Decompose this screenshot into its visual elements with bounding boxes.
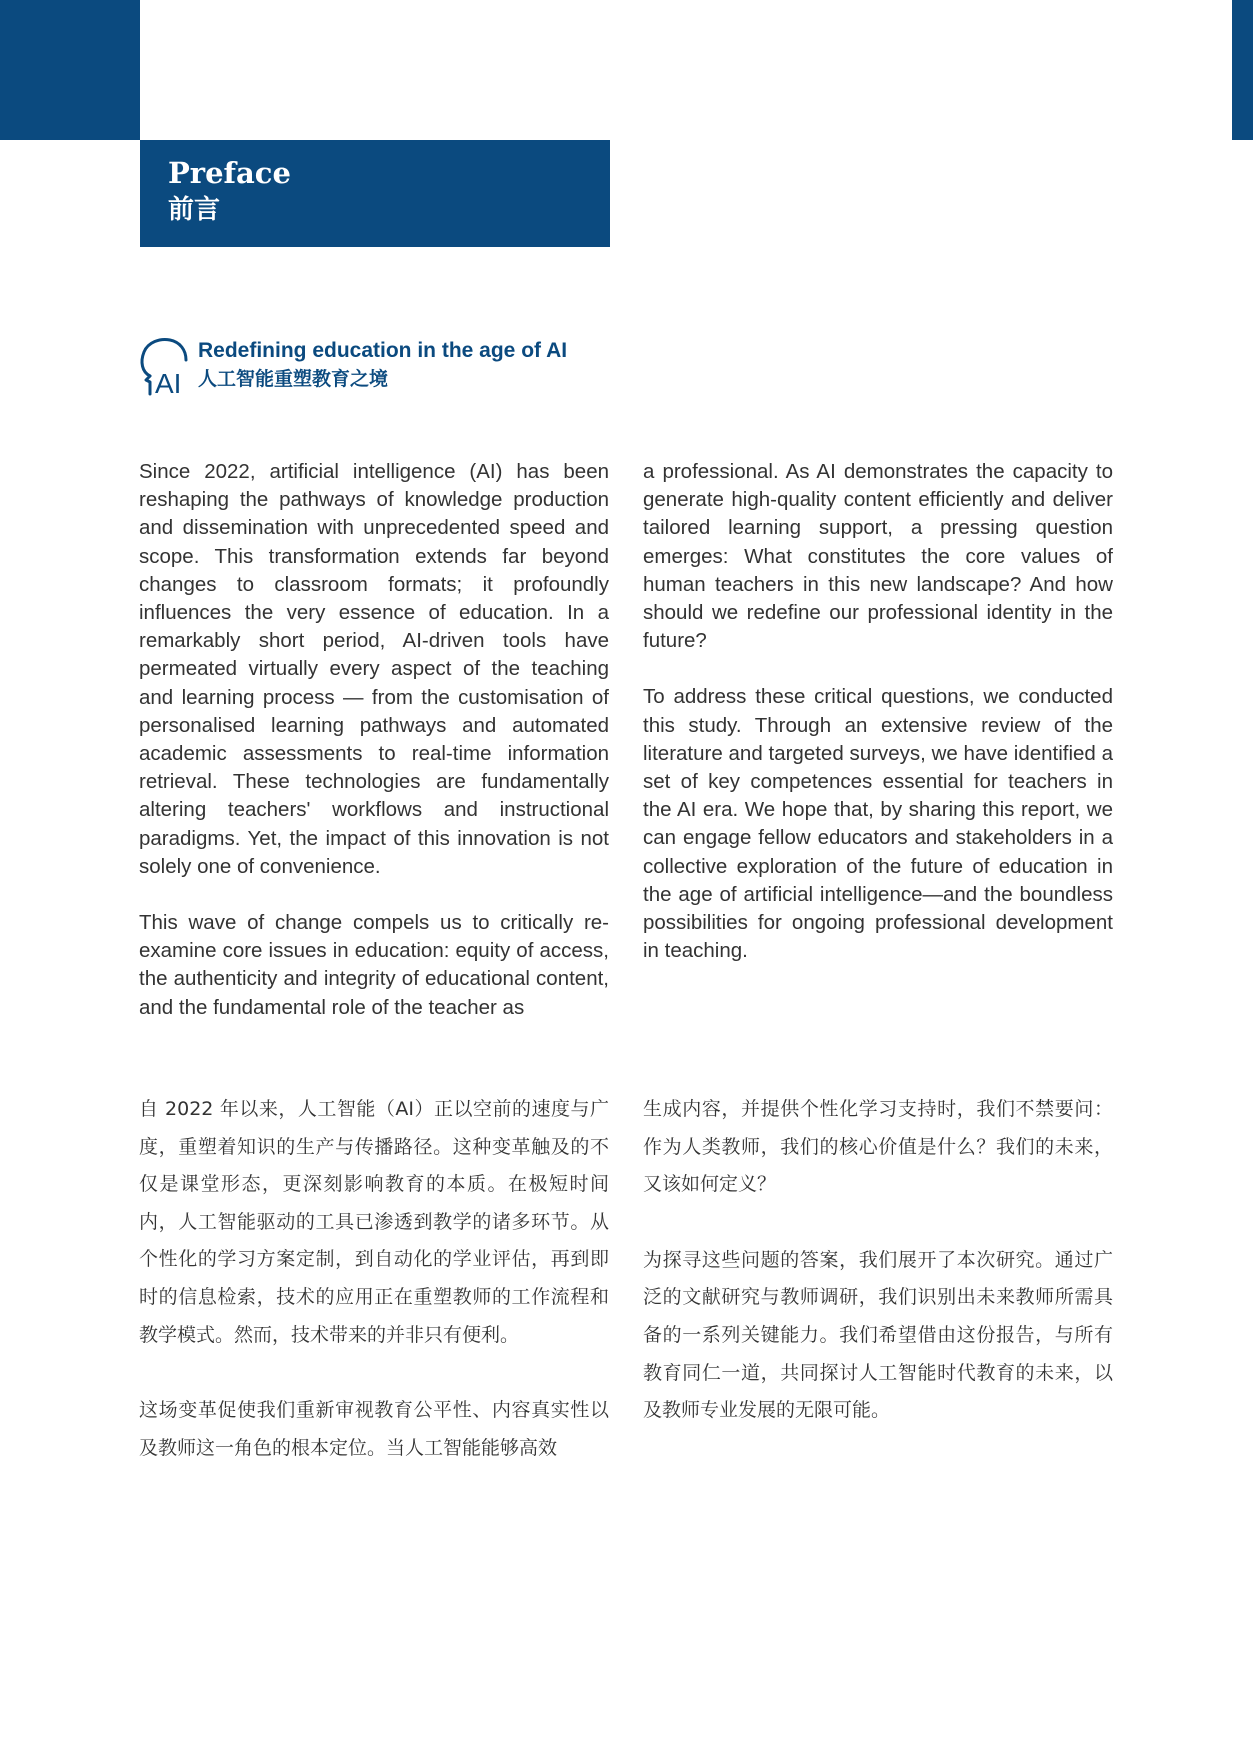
section-heading xyxy=(138,336,638,400)
chinese-column-left xyxy=(139,1091,609,1467)
chinese-paragraph: 自 2022 年以来，人工智能（AI）正以空前的速度与广度，重塑着知识的生产与传播路径。这种变革触及的不仅是课堂形态，更深刻影响教育的本质。在极短时间内，人工智能驱动的工具已渗透到教学的诸多环节。从个性化的学习方案定制，到自动化的学业评估，再到即时的信息检索，技术的应用正在重塑教师的工作流程和教学模式。然而，技术带来的并非只有便利。 xyxy=(139,1098,609,1346)
corner-color-block xyxy=(0,0,140,140)
english-column-left xyxy=(139,458,609,1022)
chinese-paragraph: 为探寻这些问题的答案，我们展开了本次研究。通过广泛的文献研究与教师调研，我们识别出未来教师所需具备的一系列关键能力。我们希望借由这份报告，与所有教育同仁一道，共同探讨人工智能时代教育的未来，以及教师专业发展的无限可能。 xyxy=(643,1248,1113,1422)
edge-tab xyxy=(1232,0,1253,140)
page-title-zh: 前言 xyxy=(168,195,221,225)
english-paragraph: Since 2022, artificial intelligence (AI) has been reshaping the pathways of knowledge production and dissemination with unprecedented speed and scope. This transformation extends far beyond changes to classroom formats; it profoundly influences the very essence of education. In a remarkably short period, AI-driven tools have permeated virtually every aspect of the teaching and learning process — from the customisation of personalised learning pathways and automated academic assessments to real-time information retrieval. These technologies are fundamentally altering teachers' workflows and instructional paradigms. Yet, the impact of this innovation is not solely one of convenience. xyxy=(139,460,609,878)
page-title-en: Preface xyxy=(168,156,291,190)
english-paragraph: a professional. As AI demonstrates the capacity to generate high-quality content efficiently and deliver tailored learning support, a pressing question emerges: What constitutes the core values of human teachers in this new landscape? And how should we redefine our professional identity in the future? xyxy=(643,460,1113,653)
english-paragraph: This wave of change compels us to critically re-examine core issues in education: equity of access, the authenticity and integrity of educational content, and the fundamental role of the teacher as xyxy=(139,911,609,1019)
ai-head-icon xyxy=(138,336,188,396)
english-paragraph: To address these critical questions, we conducted this study. Through an extensive review of the literature and targeted surveys, we have identified a set of key competences essential for teachers in the AI era. We hope that, by sharing this report, we can engage fellow educators and stakeholders in a collective exploration of the future of education in the age of artificial intelligence—and the boundless possibilities for ongoing professional development in teaching. xyxy=(643,685,1113,963)
section-title-zh: 人工智能重塑教育之境 xyxy=(198,368,389,390)
preface-title-box xyxy=(140,140,610,247)
chinese-column-right xyxy=(643,1091,1113,1430)
section-title-en: Redefining education in the age of AI xyxy=(198,339,568,362)
ai-icon-text: AI xyxy=(155,368,182,396)
chinese-paragraph: 生成内容，并提供个性化学习支持时，我们不禁要问：作为人类教师，我们的核心价值是什么？我们的未来，又该如何定义？ xyxy=(643,1098,1113,1196)
chinese-paragraph: 这场变革促使我们重新审视教育公平性、内容真实性以及教师这一角色的根本定位。当人工智能能够高效 xyxy=(139,1399,609,1459)
english-column-right xyxy=(643,458,1113,965)
